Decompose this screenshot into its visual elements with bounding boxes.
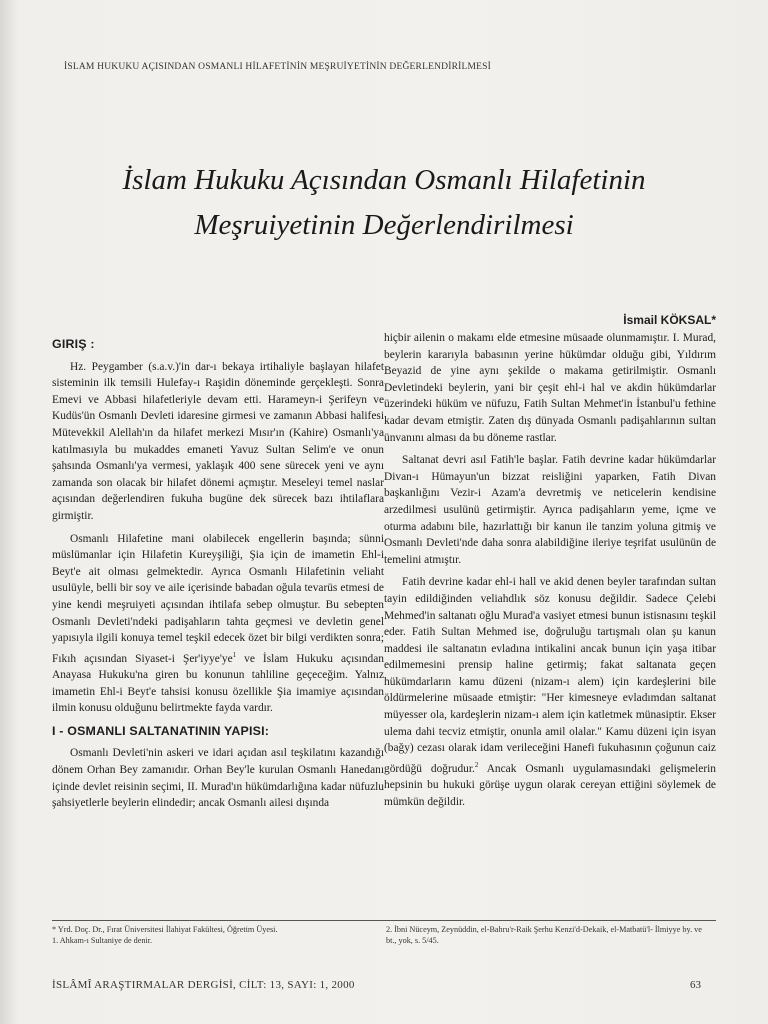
intro-heading: GIRIŞ : xyxy=(52,337,95,351)
footnote-divider xyxy=(384,920,716,921)
footnote-ref: 2 xyxy=(474,760,479,769)
page-number: 63 xyxy=(690,979,701,991)
paragraph-text: Ancak Osmanlı uygulamasındaki gelişmelerin hepsinin bu hukuki görüşe uygun olarak cereyan ettiğini söylemek de mümkün değildir. xyxy=(384,762,716,808)
author-name: İsmail KÖKSAL* xyxy=(623,313,716,327)
paragraph: hiçbir ailenin o makamı elde etmesine müsaade olunmamıştır. I. Murad, beylerin kararıyla babasının yerine hükümdar olduğu gibi, Yıldırım Beyazid de yine aynı şekilde o makama getirilmiştir. Osmanlı Devletindeki beylerin, yani bir çeşit ehl-i hal ve akdin hükümdarlar üzerindeki hüküm ve nüfuzu, Fatih Sultan Mehmet'in İstanbul'u fethine kadar devam etmiştir. Zaten dış dünyada Osmanlı padişahlarının sultan ünvanını alması da bu döneme rastlar. xyxy=(384,332,716,444)
footnote-divider xyxy=(52,920,384,921)
paragraph: Osmanlı Devleti'nin askeri ve idari açıdan asıl teşkilatını kazandığı dönem Orhan Bey zamanıdır. Orhan Bey'le kurulan Osmanlı Hanedanı içinde devlet reisinin seçimi, II. Murad'ın hükümdarlığına kadar nüfuzlu şahsiyetlerle beylerin elindedir; ancak Osmanlı ailesi dışında xyxy=(52,747,384,810)
journal-footer: İSLÂMÎ ARAŞTIRMALAR DERGİSİ, CİLT: 13, SAYI: 1, 2000 xyxy=(52,979,355,991)
footnotes-right xyxy=(386,924,712,946)
title-line-1: İslam Hukuku Açısından Osmanlı Hilafetinin xyxy=(122,164,646,196)
footnote: 2. İbni Nüceym, Zeynüddin, el-Bahru'r-Raik Şerhu Kenzi'd-Dekaik, el-Matbatü'l- İlmiyye by. ve bt., yok, s. 5/45. xyxy=(386,925,702,945)
paragraph xyxy=(384,574,716,810)
running-head: İSLAM HUKUKU AÇISINDAN OSMANLI HİLAFETİNİN MEŞRUİYETİNİN DEĞERLENDİRİLMESİ xyxy=(64,62,491,72)
paragraph-text: ve İslam Hukuku açısından Anayasa Hukuku'na giren bu konunun tahliline geçeceğim. Yalnız imametin Ehl-i Beyt'e tahsisi konusu özellikle Şia imamiye açısından ilmin konusu olduğunu belirtmekte fayda vardır. xyxy=(52,652,384,715)
paragraph-text: Osmanlı Hilafetine mani olabilecek engellerin başında; sünni müslümanlar için Hilafetin Kureyşiliği, Şia için de imametin Ehl-i Beyt'e ait olması gelmektedir. Ayrıca Osmanlı Hilafetinin veliaht usulüyle, belli bir soy ve aile içerisinde babadan oğula tevarüs etmesi de yine kendi meşruiyeti açısından ihtilafa sebep olmuştur. Bu sebepten Osmanlı Devleti'ndeki padişahların tahta geçmesi ve devletin genel yapısıyla ilgili konuya temel teşkil edecek özet bir bilgi verdikten sonra; Fıkıh açısından Siyaset-i Şer'iyye'ye xyxy=(52,532,384,665)
article-title xyxy=(60,158,708,248)
right-column xyxy=(384,330,716,816)
footnote: * Yrd. Doç. Dr., Fırat Üniversitesi İlahiyat Fakültesi, Öğretim Üyesi. xyxy=(52,925,278,934)
section-heading: I - OSMANLI SALTANATININ YAPISI: xyxy=(52,723,270,738)
paragraph: Saltanat devri asıl Fatih'le başlar. Fatih devrine kadar hükümdarlar Divan-ı Hümayun'un bizzat reisliğini yaparken, Fatih Divan başkanlığını Vezir-i Azam'a devretmiş ve neticelerin kendisine arzedilmesi usulünü getirmiştir. Ayrıca padişahların yeme, içme ve oturma adabını bile, hazırlattığı bir kanun ile tanzim yoluna gitmiş ve Osmanlı Devleti'nde daha sonra alabildiğine ileriye teşrifat usulünün de temelini atmıştır. xyxy=(384,454,716,566)
paragraph-text: Fatih devrine kadar ehl-i hall ve akid denen beyler tarafından sultan tayin edildiğinden veliahdlık söz konusu değildir. Sadece Çelebi Mehmed'in saltanatı oğlu Murad'a vasiyet etmesi bunun istisnasını teşkil eder. Fatih Sultan Mehmed ise, doğruluğu tartışmalı olan şu kanun maddesi ile saltanatın evladına intikalini ancak bunun için yaşa itibar edilmemesini prensip haline getirmiş; fakat saltanata geçen hükümdarların kamu düzeni (nizam-ı alem) için kardeşlerini bile öldürmelerine müsaade etmiştir: "Her kimesneye evladımdan saltanat müyesser ola, kardeşlerin nizam-ı alem için katletmek münasiptir. Ekser ulema dahi tecviz etmiştir, onunla amil olalar." Kamu düzeni için isyan (bağy) cezası olarak idam verileceğini Hanefi fukuhasının çoğunun caiz gördüğü doğrudur. xyxy=(384,576,716,775)
footnote-ref: 1 xyxy=(232,650,237,659)
paragraph xyxy=(52,531,384,717)
footnote: 1. Ahkam-ı Sultaniye de denir. xyxy=(52,936,153,945)
left-column xyxy=(52,330,384,818)
footnotes-left xyxy=(52,924,378,946)
paragraph: Hz. Peygamber (s.a.v.)'in dar-ı bekaya irtihaliyle başlayan hilafet sisteminin ilk temsili Hulefay-ı Raşidin döneminde gerçekleşti. Sonra Emevi ve Abbasi hilafetleriyle devam etti. Harameyn-i Şerifeyn ve Kudüs'ün Osmanlı Devleti idaresine girmesi ve zamanın Abbasi halifesi Mütevekkil Alellah'ın da hilafet merkezi Mısır'ın (Kahire) Osmanlı'ya katılmasıyla bu mukaddes emaneti Yavuz Sultan Selim'e ve onun şahsında Osmanlı'ya vermesi, yaklaşık 400 sene sürecek yeni ve aynı zamanda son olacak bir hilafet dönemi açmıştır. Meseleyi temel naslar açısından değerlendiren fukuha bugüne dek sürecek bazı ihtilaflara girmiştir. xyxy=(52,360,384,522)
title-line-2: Meşruiyetinin Değerlendirilmesi xyxy=(194,209,574,241)
